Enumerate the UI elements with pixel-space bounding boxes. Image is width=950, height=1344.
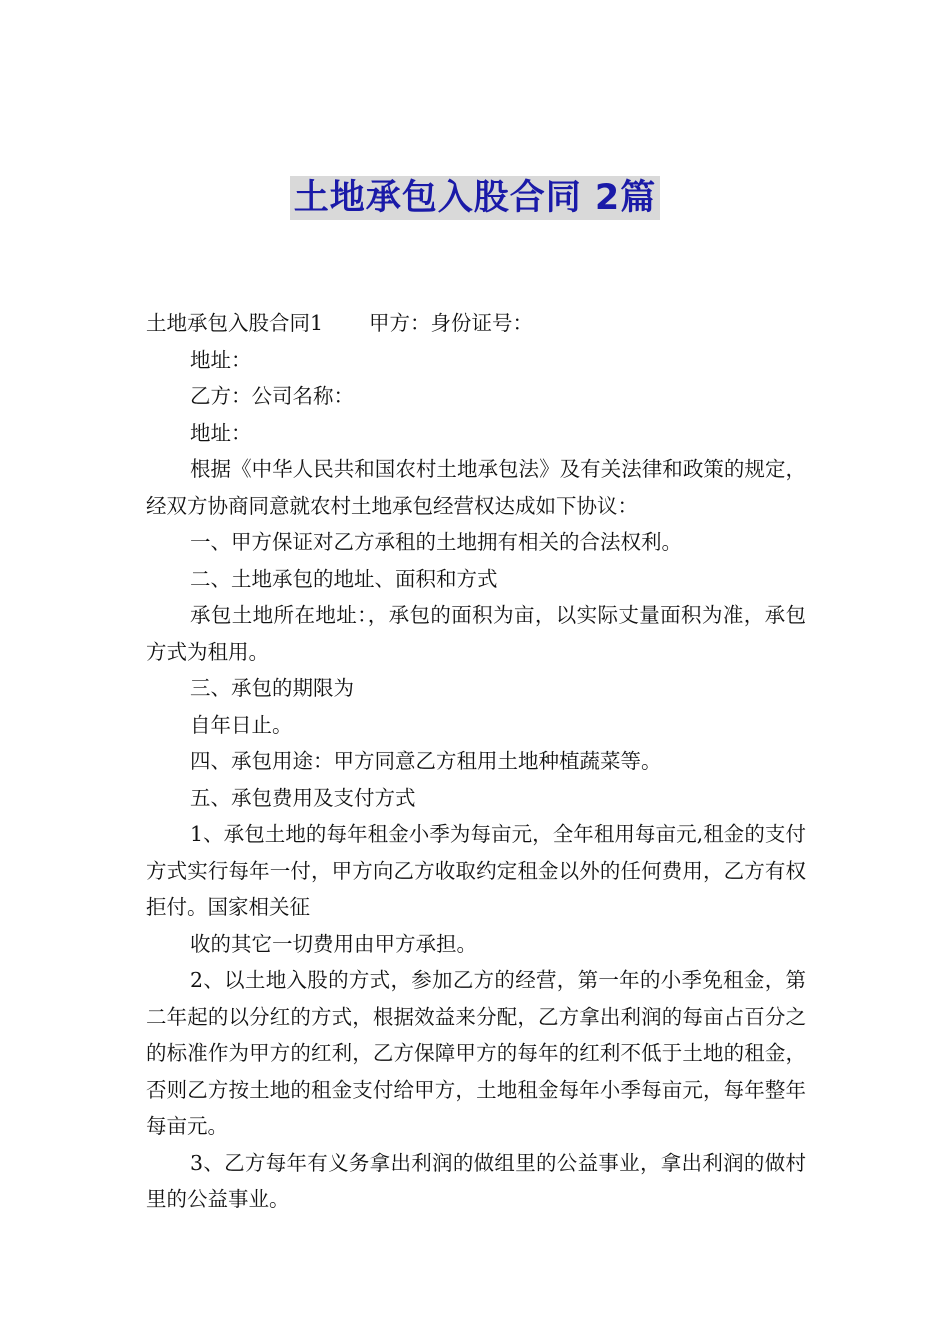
paragraph-preamble: 根据《中华人民共和国农村土地承包法》及有关法律和政策的规定，经双方协商同意就农村土地承包经营权达成如下协议：	[146, 457, 806, 518]
clause-2-heading: 二、土地承包的地址、面积和方式	[190, 566, 498, 591]
clause-5-item-2: 2、以土地入股的方式，参加乙方的经营，第一年的小季免租金，第二年起的以分红的方式，根据效益来分配，乙方拿出利润的每亩占百分之的标准作为甲方的红利，乙方保障甲方的每年的红利不低于土地的租金，否则乙方按土地的租金支付给甲方，土地租金每年小季每亩元，每年整年每亩元。	[146, 968, 806, 1138]
clause-5-item-1-continued: 收的其它一切费用由甲方承担。	[190, 931, 477, 956]
clause-1: 一、甲方保证对乙方承租的土地拥有相关的合法权利。	[190, 530, 682, 554]
clause-5-heading: 五、承包费用及支付方式	[190, 785, 416, 810]
clause-2-body: 承包土地所在地址：，承包的面积为亩，以实际丈量面积为准，承包方式为租用。	[146, 603, 806, 664]
clause-5-item-1: 1、承包土地的每年租金小季为每亩元，全年租用每亩元,租金的支付方式实行每年一付，甲方向乙方收取约定租金以外的任何费用，乙方有权拒付。国家相关征	[146, 822, 806, 919]
paragraph-address-b: 地址：	[190, 420, 252, 445]
clause-3-body: 自年日止。	[190, 712, 293, 737]
document-body	[146, 305, 806, 1218]
paragraph-address-a: 地址：	[190, 347, 252, 372]
header-line	[146, 305, 806, 342]
clause-3-heading: 三、承包的期限为	[190, 676, 354, 700]
paragraph-party-b: 乙方：公司名称：	[190, 384, 354, 408]
clause-4: 四、承包用途：甲方同意乙方租用土地种植蔬菜等。	[190, 749, 662, 773]
party-a-line: 甲方：身份证号：	[369, 311, 534, 335]
document-title: 土地承包入股合同 2篇	[290, 176, 661, 220]
title-container	[0, 176, 950, 220]
contract-name: 土地承包入股合同1	[146, 311, 324, 335]
clause-5-item-3: 3、乙方每年有义务拿出利润的做组里的公益事业，拿出利润的做村里的公益事业。	[146, 1150, 806, 1211]
